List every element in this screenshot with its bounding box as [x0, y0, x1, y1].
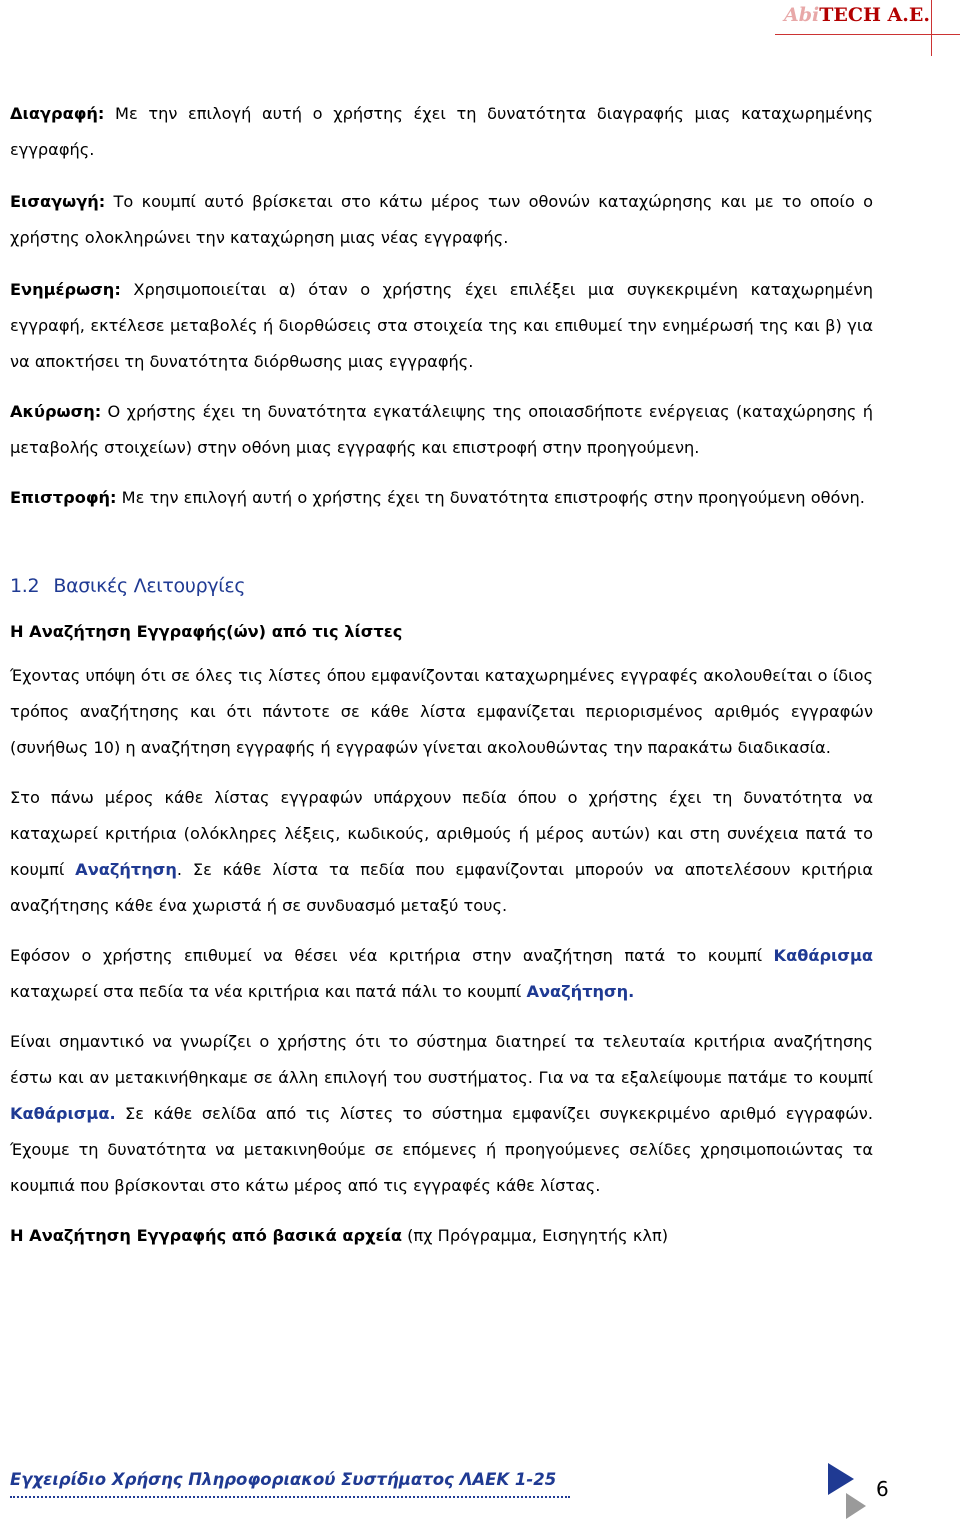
paragraph-cancel-text: Ο χρήστης έχει τη δυνατότητα εγκατάλειψης της οποιασδήποτε ενέργειας (καταχώρησης ή μεταβολής στοιχείων) στην οθόνη μιας εγγραφής και επιστροφή στην προηγούμενη. [10, 402, 873, 457]
paragraph-return-text: Με την επιλογή αυτή ο χρήστης έχει τη δυνατότητα επιστροφής στην προηγούμενη οθόνη. [116, 488, 865, 507]
section-title-text: Βασικές Λειτουργίες [53, 575, 246, 597]
company-brand [784, 4, 930, 26]
term-update: Ενημέρωση: [10, 280, 121, 299]
footer-divider [10, 1496, 570, 1498]
term-return: Επιστροφή: [10, 488, 117, 507]
paragraph-insert-text: Το κουμπί αυτό βρίσκεται στο κάτω μέρος των οθονών καταχώρησης και με το οποίο ο χρήστης ολοκληρώνει την καταχώρηση μιας νέας εγγραφής. [10, 192, 873, 247]
paragraph-lists-clear [10, 938, 873, 1010]
paragraph-update [10, 272, 873, 380]
footer-title: Εγχειρίδιο Χρήσης Πληροφοριακού Συστήματος ΛΑΕΚ 1-25 [10, 1470, 557, 1489]
term-delete: Διαγραφή: [10, 104, 105, 123]
paragraph-lists-persist-a: Είναι σημαντικό να γνωρίζει ο χρήστης ότι το σύστημα διατηρεί τα τελευταία κριτήρια αναζήτησης έστω και αν μετακινήθηκαμε σε άλλη επιλογή του συστήματος. Για να τα εξαλείψουμε πατάμε το κουμπί [10, 1032, 873, 1087]
paragraph-lists-clear-a: Εφόσον ο χρήστης επιθυμεί να θέσει νέα κριτήρια στην αναζήτηση πατά το κουμπί [10, 946, 774, 965]
document-body [10, 96, 873, 1254]
paragraph-lists-intro: Έχοντας υπόψη ότι σε όλες τις λίστες όπου εμφανίζονται καταχωρημένες εγγραφές ακολουθείται ο ίδιος τρόπος αναζήτησης και ότι πάντοτε σε κάθε λίστα εμφανίζεται περιορισμένος αριθμός εγγραφών (συνήθως 10) η αναζήτηση εγγραφής ή εγγραφών γίνεται ακολουθώντας την παρακάτω διαδικασία. [10, 666, 873, 757]
clear-button-ref: Καθάρισμα [773, 946, 873, 965]
arrow-right-icon [846, 1493, 866, 1519]
clear-button-ref: Καθάρισμα. [10, 1104, 116, 1123]
paragraph-lists-criteria-a: Στο πάνω μέρος κάθε λίστας εγγραφών υπάρχουν πεδία όπου ο χρήστης έχει τη δυνατότητα να καταχωρεί κριτήρια (ολόκληρες λέξεις, κωδικούς, αριθμούς ή μέρος αυτών) και στη συνέχεια πατά το κουμπί [10, 788, 873, 879]
paragraph-update-text: Χρησιμοποιείται α) όταν ο χρήστης έχει επιλέξει μια συγκεκριμένη καταχωρημένη εγγραφή, εκτέλεσε μεταβολές ή διορθώσεις στα στοιχεία της και επιθυμεί την ενημέρωσή της και β) για να αποκτήσει τη δυνατότητα διόρθωσης μιας εγγραφής. [10, 280, 873, 371]
brand-prefix: Abi [783, 4, 820, 26]
arrow-right-icon [828, 1463, 854, 1495]
subheading-lists: Η Αναζήτηση Εγγραφής(ών) από τις λίστες [10, 622, 403, 641]
term-cancel: Ακύρωση: [10, 402, 102, 421]
header-rule-horizontal [775, 34, 960, 35]
paragraph-insert [10, 184, 873, 256]
header-rule-vertical [931, 0, 932, 56]
paragraph-lists-persist-b: Σε κάθε σελίδα από τις λίστες το σύστημα εμφανίζει συγκεκριμένο αριθμό εγγραφών. Έχουμε τη δυνατότητα να μετακινηθούμε σε επόμενες ή προηγούμενες σελίδες χρησιμοποιώντας τα κουμπιά που βρίσκονται στο κάτω μέρος από τις εγγραφές κάθε λίστας. [10, 1104, 873, 1195]
term-insert: Εισαγωγή: [10, 192, 106, 211]
paragraph-lists-criteria-b: . Σε κάθε λίστα τα πεδία που εμφανίζονται μπορούν να αποτελέσουν κριτήρια αναζήτησης κάθε ένα χωριστά ή σε συνδυασμό μεταξύ τους. [10, 860, 873, 915]
subheading-files-bold: Η Αναζήτηση Εγγραφής από βασικά αρχεία [10, 1226, 402, 1245]
paragraph-delete-text: Με την επιλογή αυτή ο χρήστης έχει τη δυνατότητα διαγραφής μιας καταχωρημένης εγγραφής. [10, 104, 873, 159]
subheading-files [10, 1218, 873, 1254]
paragraph-lists-clear-b: καταχωρεί στα πεδία τα νέα κριτήρια και πατά πάλι το κουμπί [10, 982, 527, 1001]
brand-rest: TECH A.E. [819, 4, 930, 26]
section-title [10, 568, 873, 604]
page-number: 6 [876, 1477, 889, 1501]
paragraph-cancel [10, 394, 873, 466]
paragraph-delete [10, 96, 873, 168]
search-button-ref: Αναζήτηση. [526, 982, 635, 1001]
subheading-files-normal: (πχ Πρόγραμμα, Εισηγητής κλπ) [401, 1226, 669, 1245]
paragraph-lists-criteria [10, 780, 873, 924]
paragraph-lists-persist [10, 1024, 873, 1204]
section-number: 1.2 [10, 575, 40, 597]
search-button-ref: Αναζήτηση [75, 860, 177, 879]
paragraph-return [10, 480, 873, 516]
